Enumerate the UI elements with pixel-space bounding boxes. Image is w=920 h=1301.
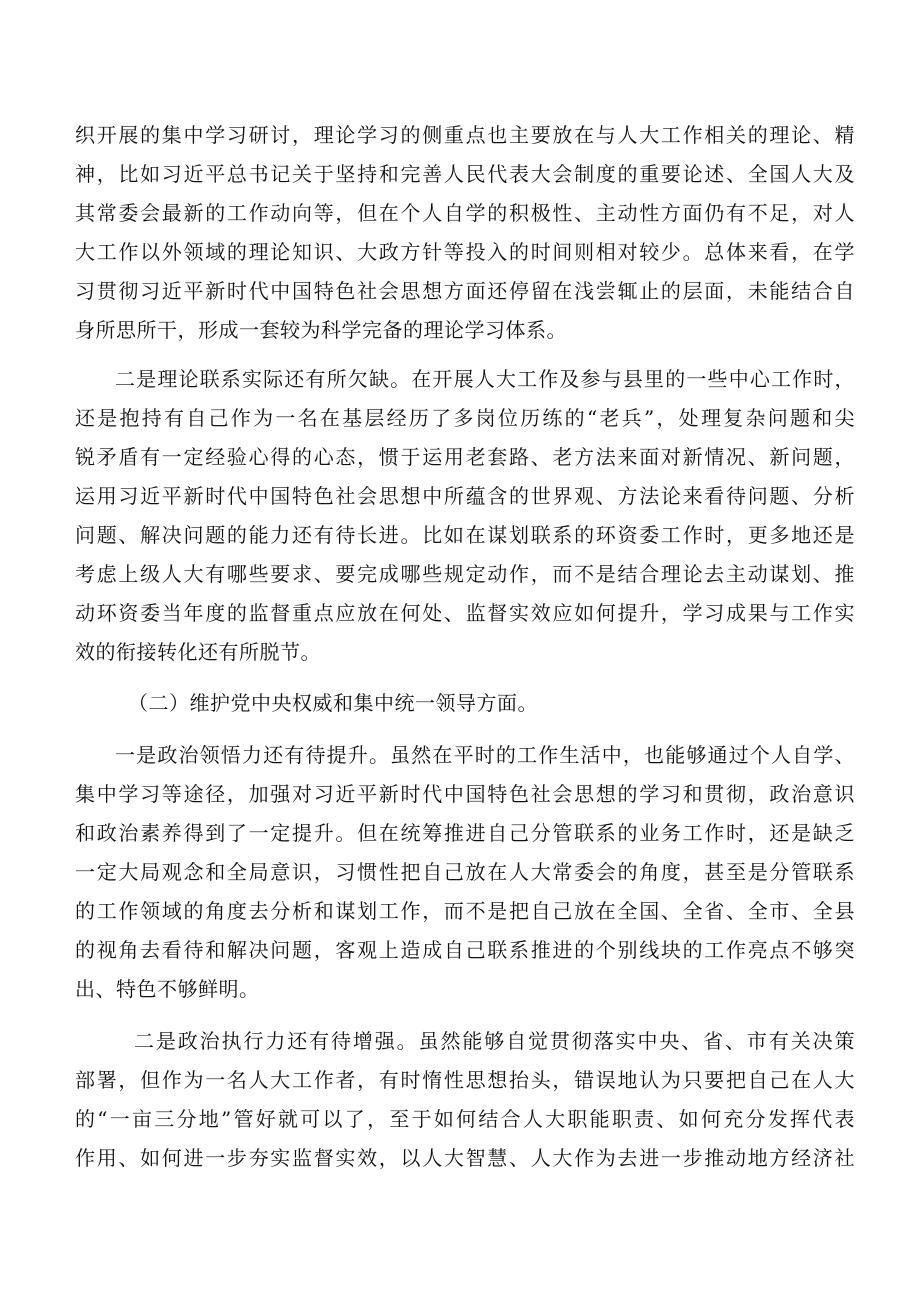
- text-line: 运用习近平新时代中国特色社会思想中所蕴含的世界观、方法论来看待问题、分析: [75, 484, 855, 508]
- text-line: 其常委会最新的工作动向等，但在个人自学的积极性、主动性方面仍有不足，对人: [75, 201, 855, 225]
- text-line: 考虑上级人大有哪些要求、要完成哪些规定动作，而不是结合理论去主动谋划、推: [75, 562, 855, 586]
- text-line: 一是政治领悟力还有待提升。虽然在平时的工作生活中，也能够通过个人自学、: [115, 743, 855, 767]
- section-heading: （二）维护党中央权威和集中统一领导方面。: [128, 691, 538, 715]
- text-line: 的“一亩三分地”管好就可以了，至于如何结合人大职能职责、如何充分发挥代表: [75, 1107, 855, 1131]
- text-line: 效的衔接转化还有所脱节。: [75, 640, 321, 664]
- text-line: 二是政治执行力还有待增强。虽然能够自觉贯彻落实中央、省、市有关决策: [134, 1029, 855, 1053]
- text-line: 习贯彻习近平新时代中国特色社会思想方面还停留在浅尝辄止的层面，未能结合自: [75, 279, 855, 303]
- text-line: 二是理论联系实际还有所欠缺。在开展人大工作及参与县里的一些中心工作时，: [115, 367, 855, 391]
- text-line: 的视角去看待和解决问题，客观上造成自己联系推进的个别线块的工作亮点不够突: [75, 938, 855, 962]
- text-line: 的工作领域的角度去分析和谋划工作，而不是把自己放在全国、全省、全市、全县: [75, 899, 855, 923]
- text-line: 出、特色不够鲜明。: [75, 977, 260, 1001]
- text-line: 动环资委当年度的监督重点应放在何处、监督实效应如何提升，学习成果与工作实: [75, 601, 855, 625]
- text-line: 一定大局观念和全局意识，习惯性把自己放在人大常委会的角度，甚至是分管联系: [75, 860, 855, 884]
- text-line: 还是抱持有自己作为一名在基层经历了多岗位历练的“老兵”，处理复杂问题和尖: [75, 406, 855, 430]
- text-line: 锐矛盾有一定经验心得的心态，惯于运用老套路、老方法来面对新情况、新问题，: [75, 445, 855, 469]
- text-line: 作用、如何进一步夯实监督实效，以人大智慧、人大作为去进一步推动地方经济社: [75, 1146, 855, 1170]
- text-line: 织开展的集中学习研讨，理论学习的侧重点也主要放在与人大工作相关的理论、精: [75, 123, 855, 147]
- text-line: 部署，但作为一名人大工作者，有时惰性思想抬头，错误地认为只要把自己在人大: [75, 1068, 855, 1092]
- text-line: 问题、解决问题的能力还有待长进。比如在谋划联系的环资委工作时，更多地还是: [75, 523, 855, 547]
- text-line: 大工作以外领域的理论知识、大政方针等投入的时间则相对较少。总体来看，在学: [75, 240, 855, 264]
- text-line: 身所思所干，形成一套较为科学完备的理论学习体系。: [75, 318, 567, 342]
- text-line: 和政治素养得到了一定提升。但在统筹推进自己分管联系的业务工作时，还是缺乏: [75, 821, 855, 845]
- text-line: 神，比如习近平总书记关于坚持和完善人民代表大会制度的重要论述、全国人大及: [75, 162, 855, 186]
- text-line: 集中学习等途径，加强对习近平新时代中国特色社会思想的学习和贯彻，政治意识: [75, 782, 855, 806]
